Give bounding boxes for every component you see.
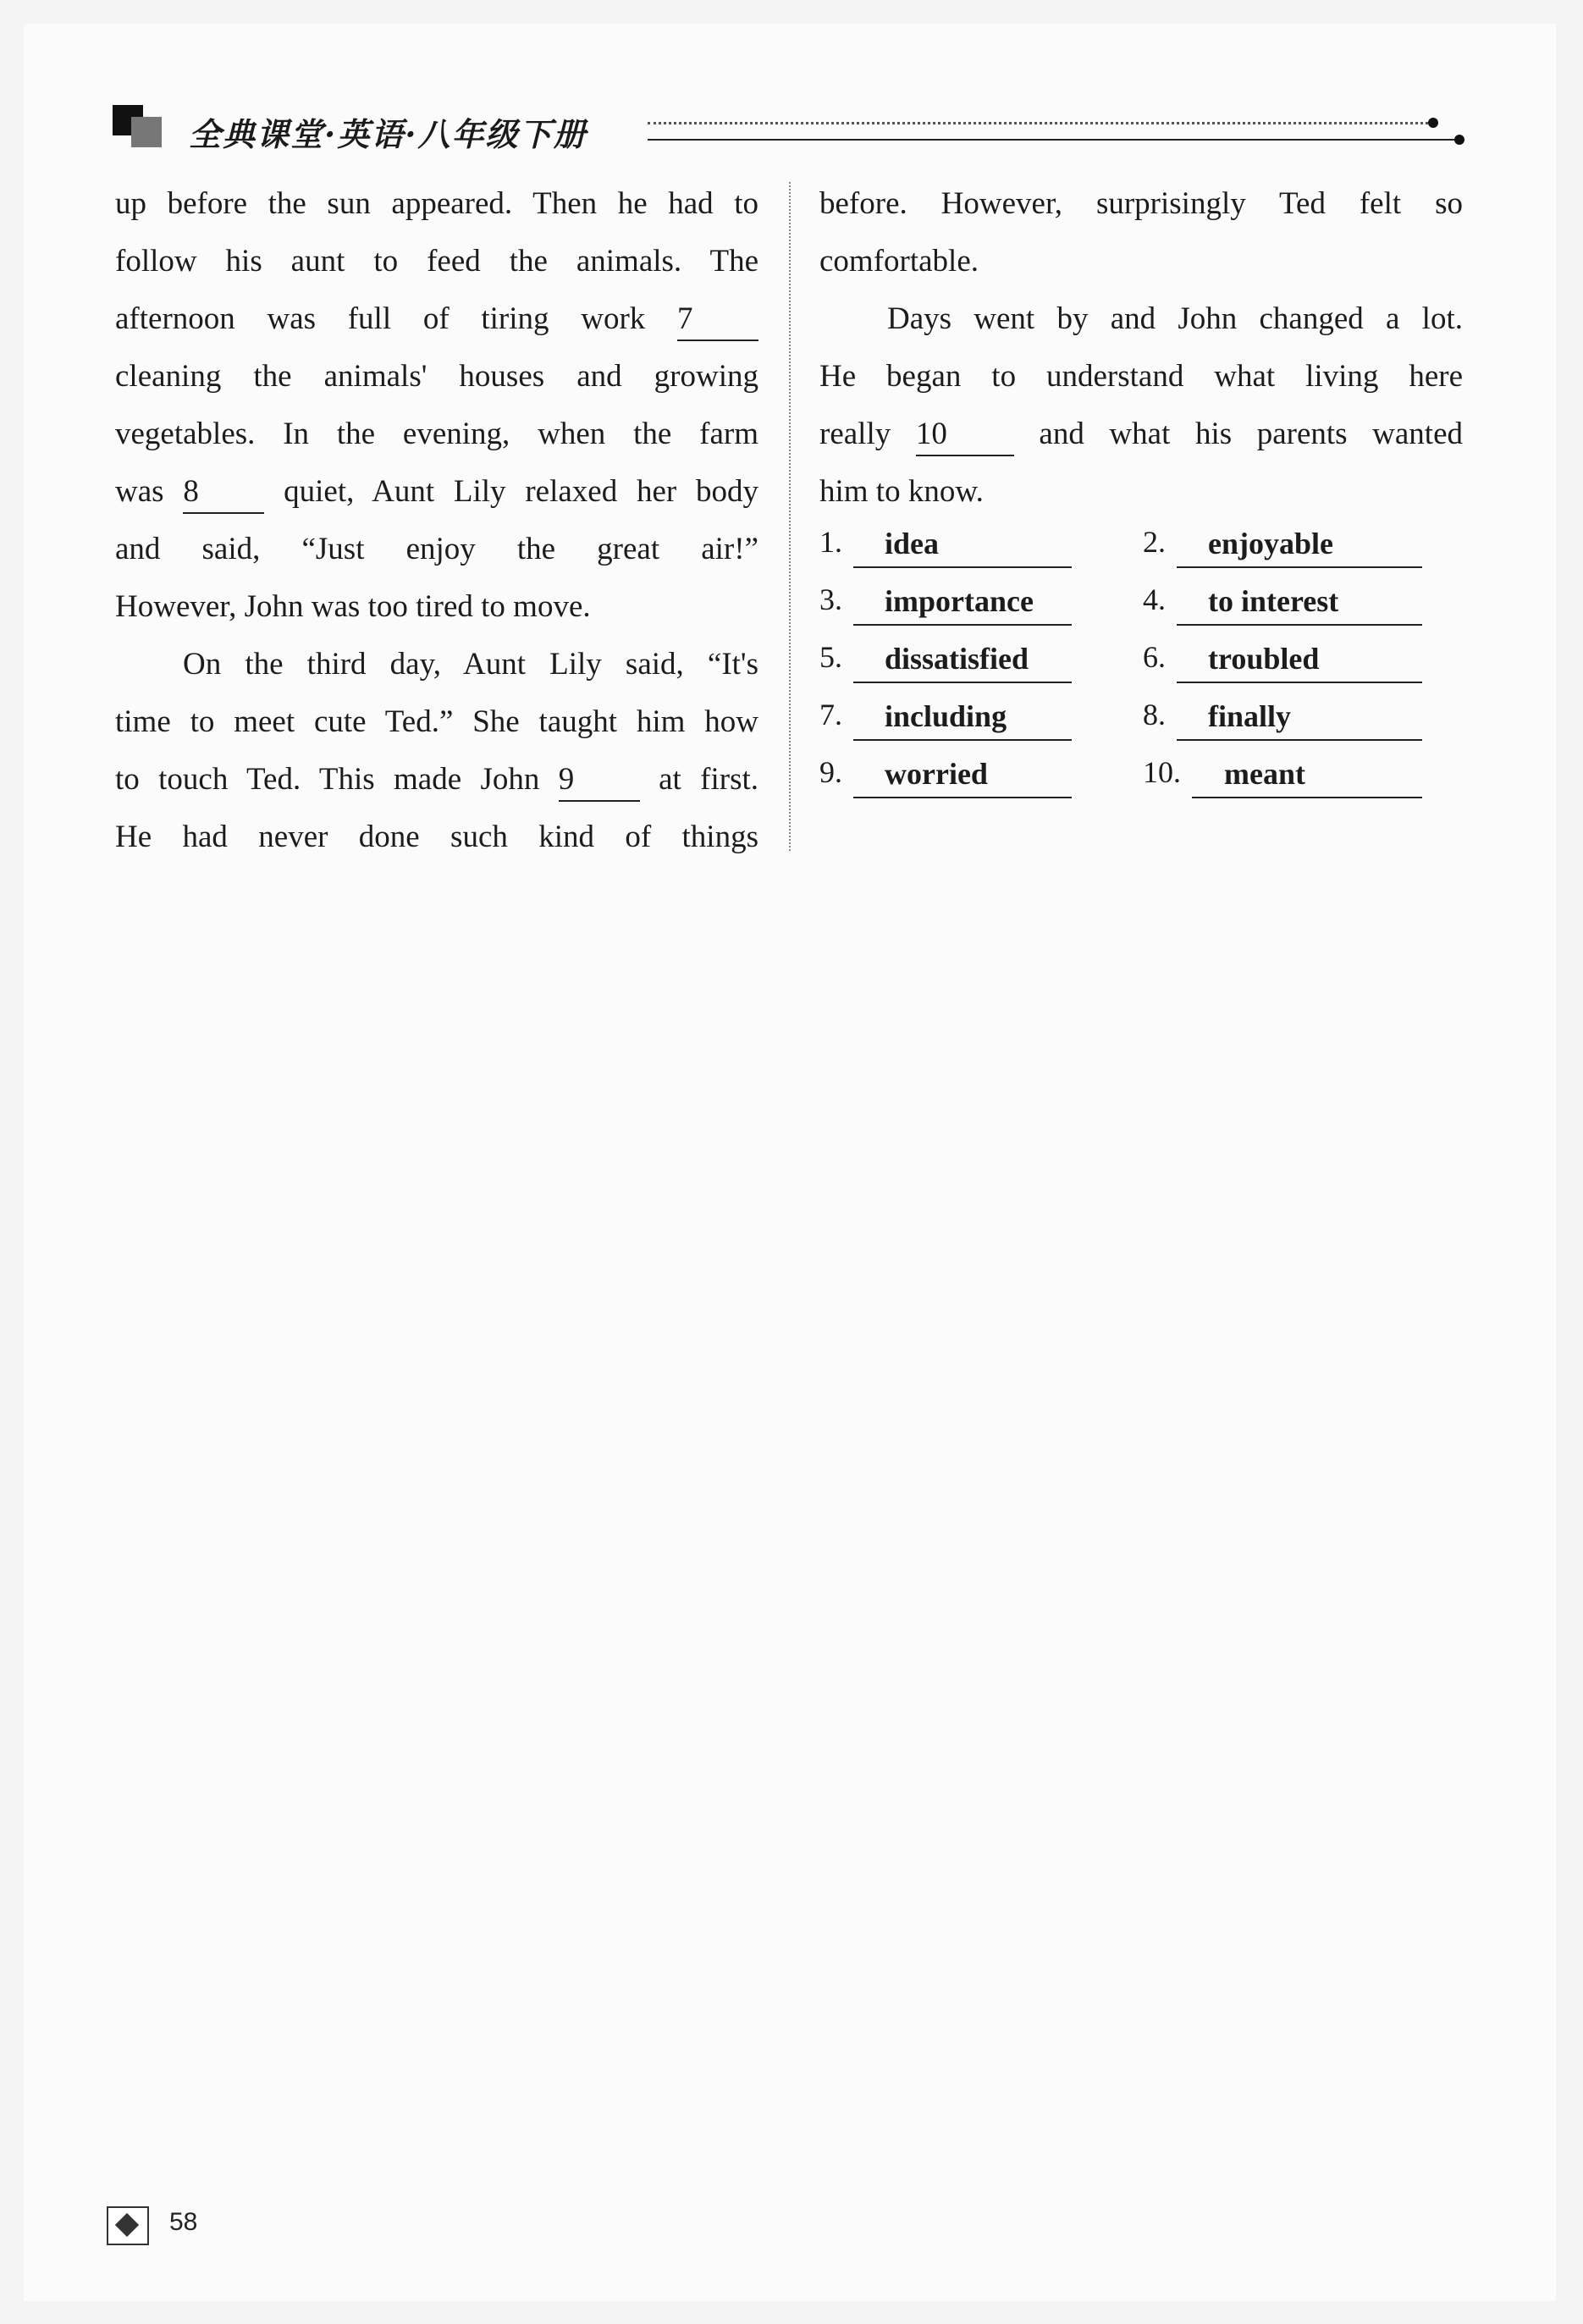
- answer-word: dissatisfied: [885, 642, 1029, 676]
- answer-underline: [853, 566, 1072, 568]
- page-header: [113, 102, 1467, 161]
- answer-underline: [853, 797, 1072, 798]
- logo-square-shadow-icon: [131, 117, 162, 147]
- blank-9: 9: [559, 761, 640, 802]
- passage-line: [115, 290, 758, 348]
- blank-10: 10: [916, 416, 1014, 456]
- passage-line: and said, “Just enjoy the great air!”: [115, 532, 758, 566]
- answer-word: worried: [885, 757, 988, 791]
- answer-number: 3.: [819, 582, 842, 616]
- answer-word: meant: [1224, 757, 1305, 791]
- answer-number: 2.: [1143, 525, 1166, 559]
- answer-word: finally: [1208, 699, 1292, 733]
- answer-word: enjoyable: [1208, 527, 1333, 560]
- passage-left-column: [115, 175, 758, 866]
- answer-key: [819, 516, 1463, 803]
- answer-item: [1143, 573, 1422, 631]
- answer-underline: [1177, 566, 1422, 568]
- answer-item: [1143, 746, 1422, 803]
- passage-line: before. However, surprisingly Ted felt so: [819, 186, 1463, 221]
- answer-item: [1143, 688, 1422, 746]
- passage-right-column: [819, 175, 1463, 521]
- passage-text: to touch Ted. This made John: [115, 762, 540, 797]
- passage-line: Days went by and John changed a lot.: [887, 301, 1463, 336]
- answer-item: [1143, 516, 1422, 573]
- passage-line: He began to understand what living here: [819, 359, 1463, 394]
- answer-item: [1143, 631, 1422, 688]
- answer-underline: [1177, 624, 1422, 626]
- passage-line: comfortable.: [819, 244, 979, 279]
- passage-line: [819, 406, 1463, 463]
- answer-underline: [1192, 797, 1422, 798]
- answer-number: 5.: [819, 640, 842, 674]
- passage-text: really: [819, 417, 891, 451]
- diamond-icon: [107, 2206, 149, 2245]
- answer-underline: [853, 739, 1072, 741]
- answer-word: troubled: [1208, 642, 1320, 676]
- answer-number: 10.: [1143, 755, 1181, 789]
- answer-number: 4.: [1143, 582, 1166, 616]
- page-number: 58: [169, 2208, 198, 2236]
- diamond-shape: [115, 2213, 139, 2237]
- answer-row: [819, 573, 1463, 631]
- passage-line: [115, 751, 758, 809]
- passage-line: follow his aunt to feed the animals. The: [115, 244, 758, 279]
- answer-row: [819, 516, 1463, 573]
- passage-line: He had never done such kind of things: [115, 820, 758, 854]
- passage-text: and what his parents wanted: [1039, 417, 1463, 451]
- blank-8: 8: [183, 473, 264, 514]
- blank-7: 7: [677, 301, 758, 341]
- answer-row: [819, 746, 1463, 803]
- answer-number: 9.: [819, 755, 842, 789]
- answer-number: 7.: [819, 698, 842, 731]
- answer-item: [819, 573, 1073, 631]
- answer-word: including: [885, 699, 1007, 733]
- passage-text: at first.: [659, 762, 759, 797]
- passage-text: afternoon was full of tiring work: [115, 301, 646, 336]
- answer-number: 6.: [1143, 640, 1166, 674]
- answer-word: idea: [885, 527, 940, 560]
- answer-item: [819, 688, 1073, 746]
- answer-item: [819, 516, 1073, 573]
- header-dot-icon: [1428, 118, 1438, 128]
- passage-line: up before the sun appeared. Then he had to: [115, 186, 758, 221]
- answer-row: [819, 631, 1463, 688]
- passage-text: quiet, Aunt Lily relaxed her body: [284, 474, 759, 509]
- answer-number: 8.: [1143, 698, 1166, 731]
- header-dot-icon: [1454, 135, 1464, 145]
- passage-line: cleaning the animals' houses and growing: [115, 359, 758, 394]
- passage-text: was: [115, 474, 164, 509]
- passage-line: [115, 463, 758, 521]
- answer-word: importance: [885, 584, 1034, 618]
- answer-word: to interest: [1208, 584, 1339, 618]
- answer-underline: [853, 624, 1072, 626]
- answer-row: [819, 688, 1463, 746]
- answer-underline: [853, 682, 1072, 683]
- header-solid-rule: [648, 139, 1460, 141]
- book-title: 全典课堂·英语·八年级下册: [189, 115, 587, 153]
- header-dotted-rule: [648, 122, 1433, 124]
- answer-item: [819, 631, 1073, 688]
- answer-underline: [1177, 682, 1422, 683]
- answer-underline: [1177, 739, 1422, 741]
- passage-line: time to meet cute Ted.” She taught him how: [115, 704, 758, 739]
- passage-line: vegetables. In the evening, when the farm: [115, 417, 758, 451]
- passage-line: However, John was too tired to move.: [115, 589, 591, 624]
- column-divider: [789, 182, 791, 851]
- passage-line: On the third day, Aunt Lily said, “It's: [183, 647, 758, 682]
- passage-line: him to know.: [819, 474, 984, 509]
- answer-number: 1.: [819, 525, 842, 559]
- answer-item: [819, 746, 1073, 803]
